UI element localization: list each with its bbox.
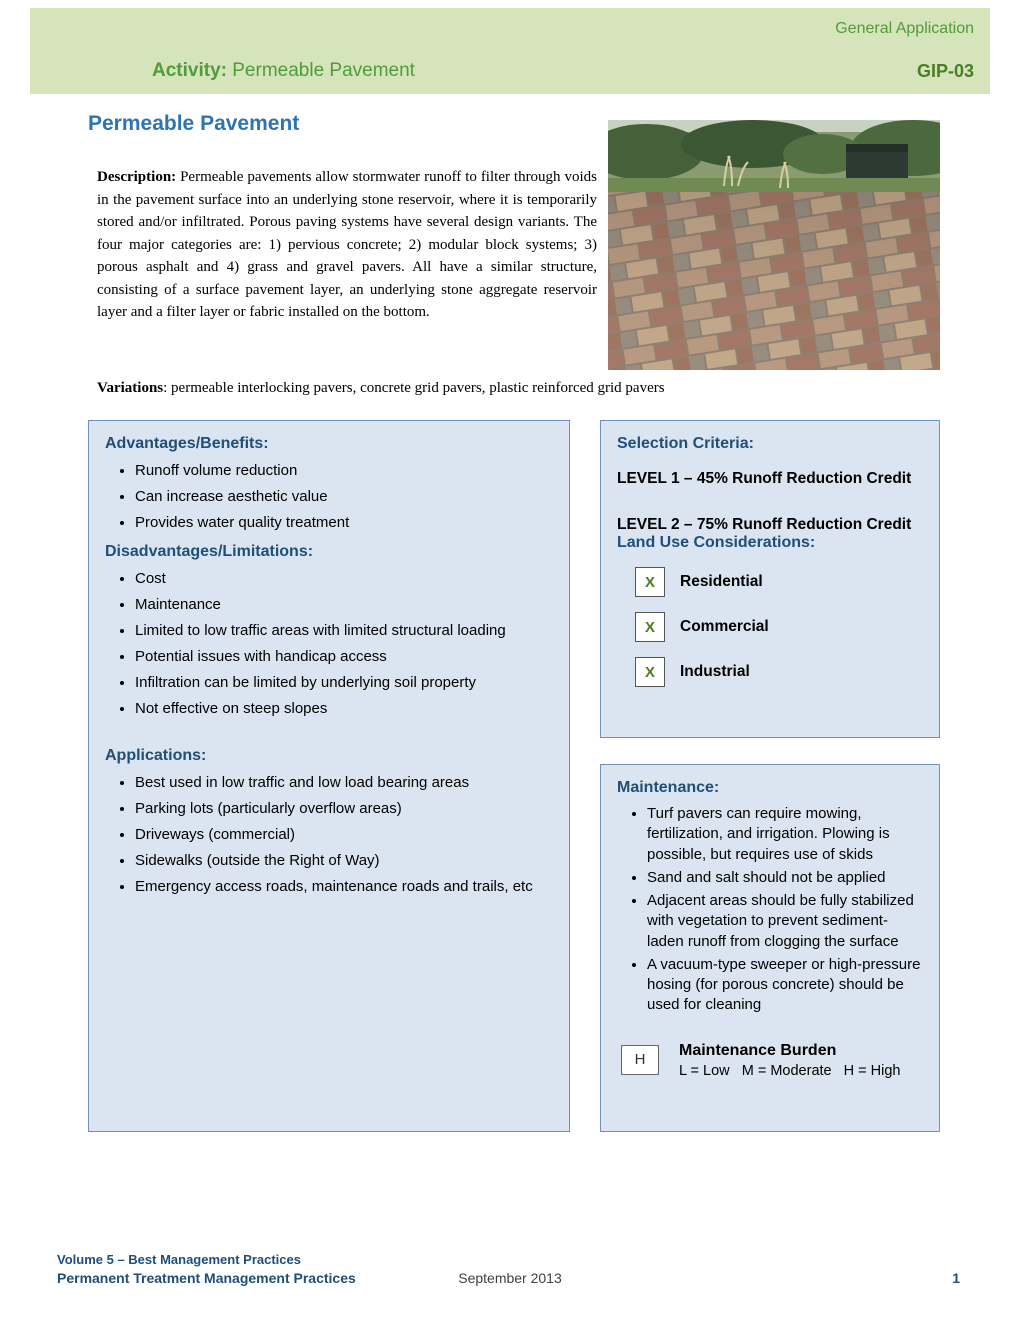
- land-use-row-commercial: [617, 612, 923, 642]
- list-item: • Best used in low traffic and low load bearing areas: [135, 772, 553, 793]
- list-item: • Infiltration can be limited by underlying soil property: [135, 672, 553, 693]
- activity-title: Permeable Pavement: [232, 60, 415, 81]
- list-item: • Adjacent areas should be fully stabilized with vegetation to prevent sediment-laden runoff from clogging the surface: [647, 891, 923, 952]
- header-banner: [30, 8, 990, 94]
- checkbox-commercial: X: [635, 612, 665, 642]
- disadvantages-heading: Disadvantages/Limitations:: [105, 543, 314, 560]
- maintenance-burden-label: Maintenance Burden: [679, 1041, 837, 1059]
- activity-label: Activity:: [152, 60, 227, 81]
- gip-code: GIP-03: [916, 61, 974, 81]
- list-item: • Potential issues with handicap access: [135, 646, 553, 667]
- maintenance-burden-value: H: [621, 1045, 659, 1075]
- land-use-heading: Land Use Considerations:: [617, 534, 816, 551]
- land-use-label-industrial: Industrial: [680, 663, 750, 680]
- list-item: • Maintenance: [135, 594, 553, 615]
- selection-criteria-heading: Selection Criteria:: [617, 435, 754, 452]
- list-item: • Cost: [135, 568, 553, 589]
- page-title: Permeable Pavement: [88, 112, 300, 135]
- footer-page-number: 1: [952, 1270, 960, 1286]
- list-item: • Runoff volume reduction: [135, 460, 553, 481]
- advantages-heading: Advantages/Benefits:: [105, 435, 269, 452]
- land-use-label-residential: Residential: [680, 573, 763, 590]
- advantages-list: [105, 460, 553, 533]
- selection-criteria-box: [600, 420, 940, 738]
- footer-date: September 2013: [458, 1270, 562, 1286]
- list-item: • Driveways (commercial): [135, 824, 553, 845]
- land-use-row-residential: [617, 567, 923, 597]
- variations-line: [97, 380, 877, 397]
- list-item: • A vacuum-type sweeper or high-pressure hosing (for porous concrete) should be used for cleaning: [647, 955, 923, 1016]
- benefits-box: [88, 420, 570, 1132]
- checkbox-residential: X: [635, 567, 665, 597]
- maintenance-burden: [617, 1042, 923, 1079]
- level2-credit: LEVEL 2 – 75% Runoff Reduction Credit: [617, 516, 912, 533]
- general-application-label: General Application: [835, 20, 974, 37]
- variations-text: : permeable interlocking pavers, concrete grid pavers, plastic reinforced grid pavers: [163, 380, 665, 396]
- maintenance-list: [617, 804, 923, 1016]
- list-item: • Parking lots (particularly overflow areas): [135, 798, 553, 819]
- pavement-photo-graphic: [608, 120, 940, 370]
- activity-line: [152, 60, 415, 82]
- maintenance-burden-legend: L = Low M = Moderate H = High: [679, 1062, 901, 1079]
- level1-credit: LEVEL 1 – 45% Runoff Reduction Credit: [617, 470, 912, 487]
- list-item: • Provides water quality treatment: [135, 512, 553, 533]
- description-text: Permeable pavements allow stormwater runoff to filter through voids in the pavement surface into an underlying stone reservoir, where it is temporarily stored and/or infiltrated. Porous paving systems have several design variants. The four major categories are: 1) pervious concrete; 2) modular block systems; 3) porous asphalt and 4) grass and gravel pavers. All have a similar structure, consisting of a surface pavement layer, an underlying stone aggregate reservoir layer and a filter layer or fabric installed on the bottom.: [97, 169, 597, 320]
- land-use-label-commercial: Commercial: [680, 618, 769, 635]
- list-item: • Not effective on steep slopes: [135, 698, 553, 719]
- footer-volume: Volume 5 – Best Management Practices: [57, 1252, 301, 1267]
- applications-list: [105, 772, 553, 897]
- description-paragraph: [97, 166, 597, 324]
- checkbox-industrial: X: [635, 657, 665, 687]
- footer-practices: Permanent Treatment Management Practices: [57, 1270, 356, 1286]
- land-use-row-industrial: [617, 657, 923, 687]
- description-label: Description:: [97, 169, 177, 185]
- applications-heading: Applications:: [105, 747, 207, 764]
- pavement-photo: [608, 120, 940, 370]
- maintenance-box: [600, 764, 940, 1132]
- list-item: • Limited to low traffic areas with limited structural loading: [135, 620, 553, 641]
- list-item: • Emergency access roads, maintenance roads and trails, etc: [135, 876, 553, 897]
- variations-label: Variations: [97, 380, 164, 396]
- list-item: • Can increase aesthetic value: [135, 486, 553, 507]
- list-item: • Sand and salt should not be applied: [647, 868, 923, 888]
- list-item: • Sidewalks (outside the Right of Way): [135, 850, 553, 871]
- disadvantages-list: [105, 568, 553, 719]
- list-item: • Turf pavers can require mowing, fertilization, and irrigation. Plowing is possible, but requires use of skids: [647, 804, 923, 865]
- maintenance-heading: Maintenance:: [617, 779, 720, 796]
